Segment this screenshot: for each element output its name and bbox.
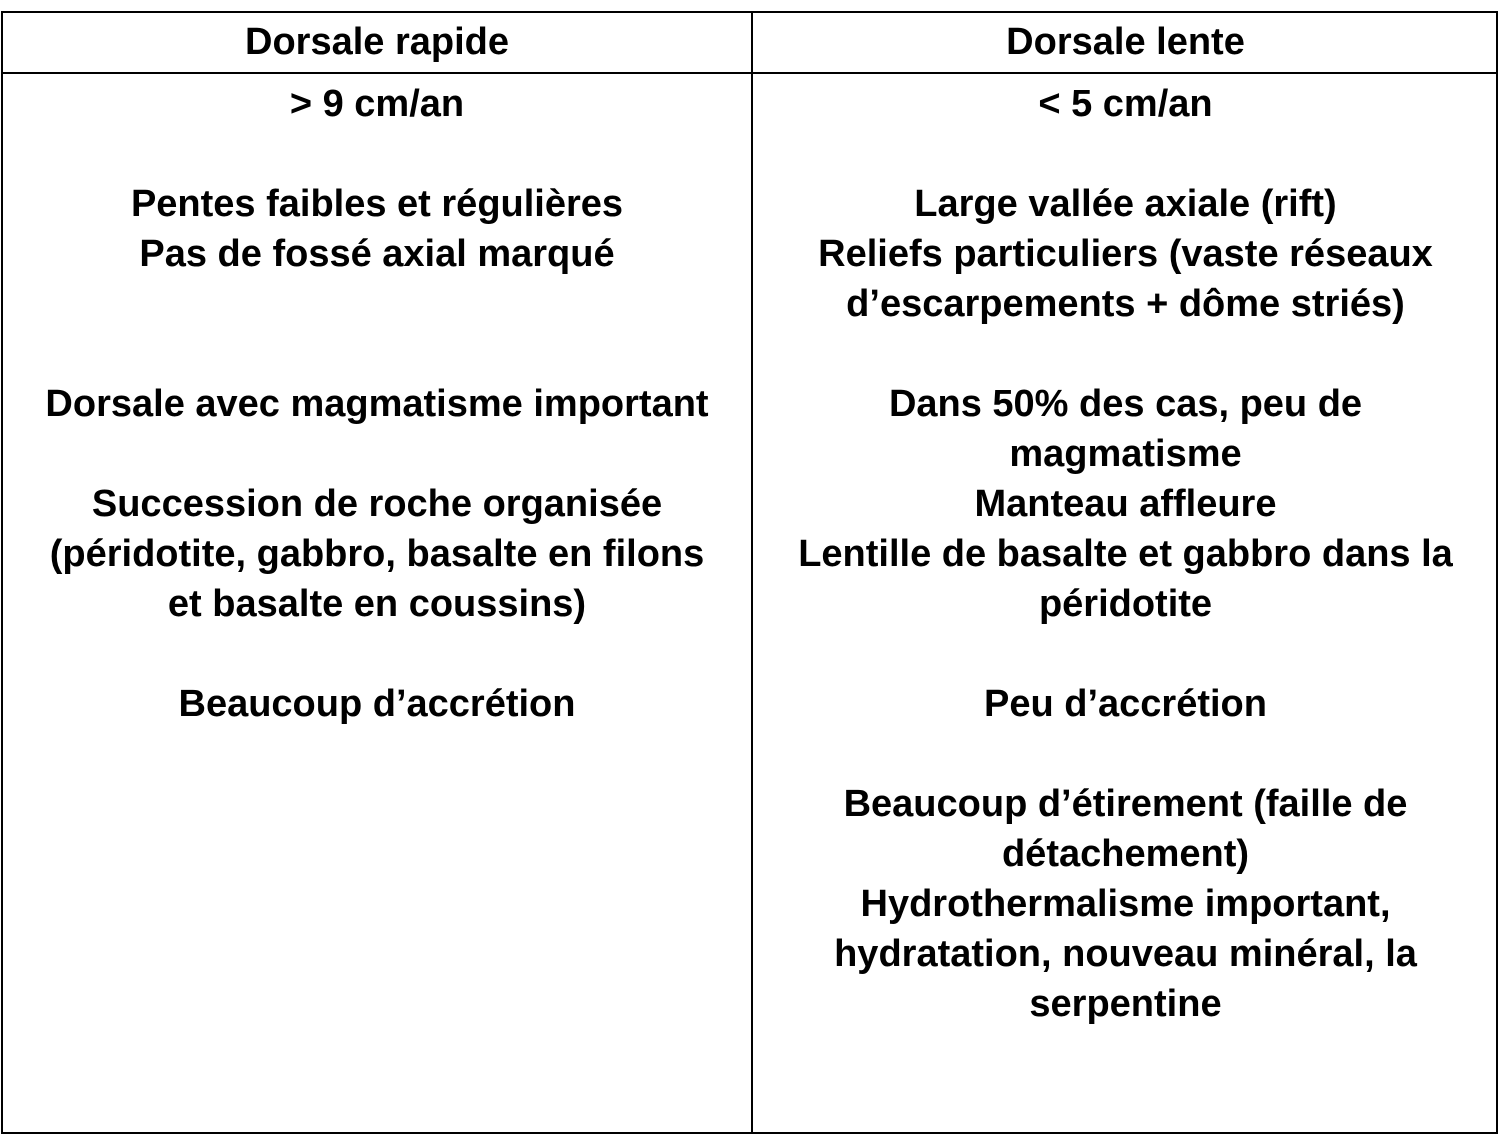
lente-hydro-line-2: hydratation, nouveau minéral, la [834, 933, 1417, 975]
lente-relief-line-3: d’escarpements + dôme striés) [846, 283, 1405, 325]
rapide-rocks-line-1: Succession de roche organisée [91, 483, 663, 525]
rapide-accretion: Beaucoup d’accrétion [178, 683, 576, 725]
lente-stretching-line-2: détachement) [1001, 833, 1250, 875]
cell-dorsale-rapide [3, 79, 751, 729]
cell-dorsale-lente [753, 79, 1498, 1029]
header-dorsale-rapide: Dorsale rapide [245, 21, 509, 63]
header-dorsale-lente: Dorsale lente [1006, 21, 1245, 63]
lente-speed: < 5 cm/an [1038, 83, 1213, 125]
comparison-table [1, 11, 1498, 1134]
lente-hydro-line-1: Hydrothermalisme important, [860, 883, 1391, 925]
lente-magmatism-line-1: Dans 50% des cas, peu de [888, 383, 1363, 425]
rapide-rocks-line-2: (péridotite, gabbro, basalte en filons [49, 533, 705, 575]
lente-mantle: Manteau affleure [974, 483, 1277, 525]
lente-hydro-line-3: serpentine [1029, 983, 1222, 1025]
rapide-rocks-line-3: et basalte en coussins) [167, 583, 587, 625]
rapide-magmatism: Dorsale avec magmatisme important [45, 383, 709, 425]
lente-stretching-line-1: Beaucoup d’étirement (faille de [843, 783, 1408, 825]
lente-relief-line-1: Large vallée axiale (rift) [914, 183, 1337, 225]
lente-magmatism-line-2: magmatisme [1009, 433, 1242, 475]
rapide-speed: > 9 cm/an [289, 83, 465, 125]
rapide-relief-line-2: Pas de fossé axial marqué [139, 233, 615, 275]
lente-lens-line-2: péridotite [1038, 583, 1213, 625]
lente-lens-line-1: Lentille de basalte et gabbro dans la [798, 533, 1453, 575]
lente-relief-line-2: Reliefs particuliers (vaste réseaux [818, 233, 1433, 275]
lente-accretion: Peu d’accrétion [984, 683, 1267, 725]
rapide-relief-line-1: Pentes faibles et régulières [130, 183, 624, 225]
header-row [3, 13, 1496, 74]
